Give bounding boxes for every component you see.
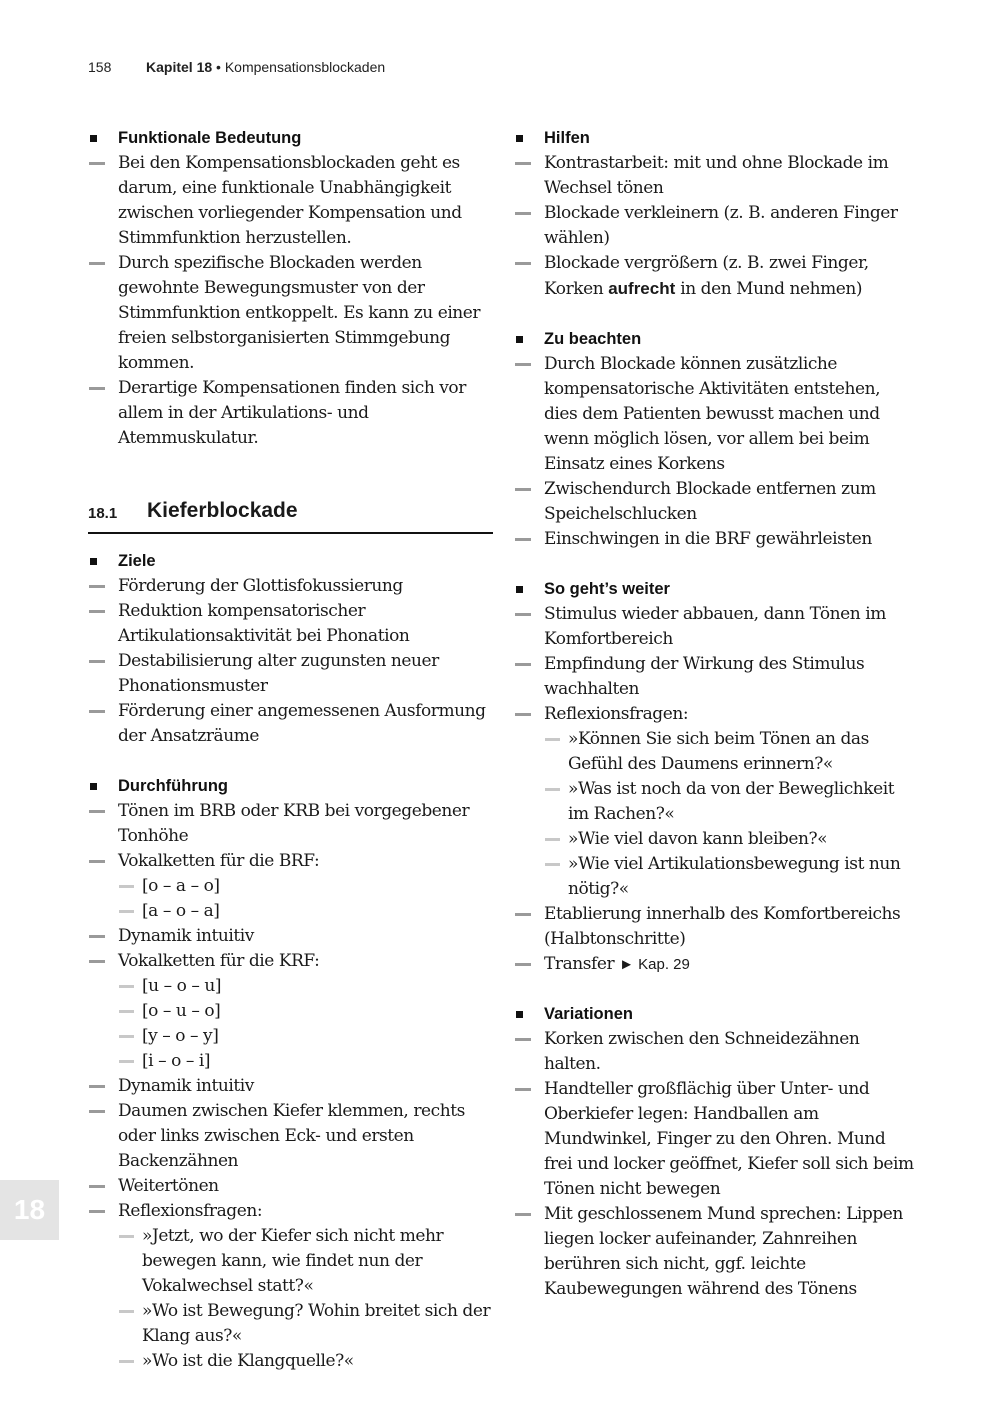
emphasis-text: aufrecht (608, 279, 676, 298)
sub-list-item: »Wo ist die Klangquelle?« (88, 1349, 493, 1374)
list-item: Reduktion kompensatorischer Artikulationsaktivität bei Phonation (88, 599, 493, 649)
list-item: Blockade verkleinern (z. B. anderen Finger wählen) (514, 201, 914, 251)
list-item: Tönen im BRB oder KRB bei vorgegebener Tonhöhe (88, 799, 493, 849)
section-heading-hilfen: Hilfen (514, 126, 914, 151)
list-item: Derartige Kompensationen finden sich vor allem in der Artikulations- und Atemmuskulatur. (88, 376, 493, 451)
sub-list-item: »Jetzt, wo der Kiefer sich nicht mehr bewegen kann, wie findet nun der Vokalwechsel statt?« (88, 1224, 493, 1299)
list-item: Zwischendurch Blockade entfernen zum Speichelschlucken (514, 477, 914, 527)
list-item: Weitertönen (88, 1174, 493, 1199)
list-item-text: Blockade vergrößern (z. B. zwei Finger, Korken (544, 253, 869, 299)
list-item: Einschwingen in die BRF gewährleisten (514, 527, 914, 552)
list-item: Handteller großflächig über Unter- und Oberkiefer legen: Handballen am Mundwinkel, Finger zu den Ohren. Mund frei und locker geöffnet, Kiefer soll sich beim Tönen nicht bewegen (514, 1077, 914, 1202)
sub-list-item: »Wie viel davon kann bleiben?« (514, 827, 914, 852)
list-item: Dynamik intuitiv (88, 924, 493, 949)
left-column (88, 126, 493, 1374)
list-item: Destabilisierung alter zugunsten neuer Phonationsmuster (88, 649, 493, 699)
list-item: Förderung der Glottisfokussierung (88, 574, 493, 599)
sub-list-item: [u – o – u] (88, 974, 493, 999)
list-item: Durch spezifische Blockaden werden gewohnte Bewegungsmuster von der Stimmfunktion entkoppelt. Es kann zu einer freien selbstorganisierten Stimmgebung kommen. (88, 251, 493, 376)
list-item: Reflexionsfragen: (514, 702, 914, 727)
list-item: Etablierung innerhalb des Komfortbereichs (Halbtonschritte) (514, 902, 914, 952)
section-title: Kieferblockade (147, 499, 298, 522)
list-item: Durch Blockade können zusätzliche kompensatorische Aktivitäten entstehen, dies dem Patienten bewusst machen und wenn möglich lösen, vor allem bei beim Einsatz eines Korkens (514, 352, 914, 477)
list-item: Stimulus wieder abbauen, dann Tönen im Komfortbereich (514, 602, 914, 652)
running-header (88, 59, 385, 75)
section-heading-durchfuehrung: Durchführung (88, 774, 493, 799)
right-column (514, 126, 914, 1302)
section-heading-funktionale-bedeutung: Funktionale Bedeutung (88, 126, 493, 151)
sub-list-item: [y – o – y] (88, 1024, 493, 1049)
list-item: Dynamik intuitiv (88, 1074, 493, 1099)
list-item: Korken zwischen den Schneidezähnen halten. (514, 1027, 914, 1077)
list-item: Kontrastarbeit: mit und ohne Blockade im Wechsel tönen (514, 151, 914, 201)
chapter-label: Kapitel 18 (146, 59, 213, 75)
sub-list-item: »Können Sie sich beim Tönen an das Gefühl des Daumens erinnern?« (514, 727, 914, 777)
sub-list-item: [a – o – a] (88, 899, 493, 924)
list-item: Reflexionsfragen: (88, 1199, 493, 1224)
list-item: Empfindung der Wirkung des Stimulus wachhalten (514, 652, 914, 702)
chapter-title: Kompensationsblockaden (224, 59, 386, 75)
list-item: Daumen zwischen Kiefer klemmen, rechts oder links zwischen Eck- und ersten Backenzähnen (88, 1099, 493, 1174)
list-item: Vokalketten für die BRF: (88, 849, 493, 874)
sub-list-item: »Wo ist Bewegung? Wohin breitet sich der Klang aus?« (88, 1299, 493, 1349)
section-heading-ziele: Ziele (88, 549, 493, 574)
list-item-text: in den Mund nehmen) (680, 279, 863, 299)
header-separator: • (216, 59, 221, 75)
section-heading-zu-beachten: Zu beachten (514, 327, 914, 352)
list-item (514, 251, 914, 302)
section-number: 18.1 (88, 505, 118, 522)
section-heading-so-gehts-weiter: So geht’s weiter (514, 577, 914, 602)
sub-list-item: »Was ist noch da von der Beweglichkeit im Rachen?« (514, 777, 914, 827)
section-heading-kieferblockade (88, 498, 493, 534)
list-item: Mit geschlossenem Mund sprechen: Lippen liegen locker aufeinander, Zahnreihen berühren sich nicht, ggf. leichte Kaubewegungen während des Tönens (514, 1202, 914, 1302)
list-item-text: Transfer (544, 954, 615, 974)
section-heading-variationen: Variationen (514, 1002, 914, 1027)
list-item: Förderung einer angemessenen Ausformung der Ansatzräume (88, 699, 493, 749)
chapter-cross-reference-link[interactable]: ► Kap. 29 (619, 956, 690, 973)
list-item (514, 952, 914, 977)
page-number: 158 (88, 59, 112, 75)
sub-list-item: [i – o – i] (88, 1049, 493, 1074)
chapter-thumb-tab: 18 (0, 1180, 59, 1240)
sub-list-item: [o – a – o] (88, 874, 493, 899)
list-item: Vokalketten für die KRF: (88, 949, 493, 974)
sub-list-item: »Wie viel Artikulationsbewegung ist nun nötig?« (514, 852, 914, 902)
list-item: Bei den Kompensationsblockaden geht es darum, eine funktionale Unabhängigkeit zwischen vorliegender Kompensation und Stimmfunktion herzustellen. (88, 151, 493, 251)
sub-list-item: [o – u – o] (88, 999, 493, 1024)
